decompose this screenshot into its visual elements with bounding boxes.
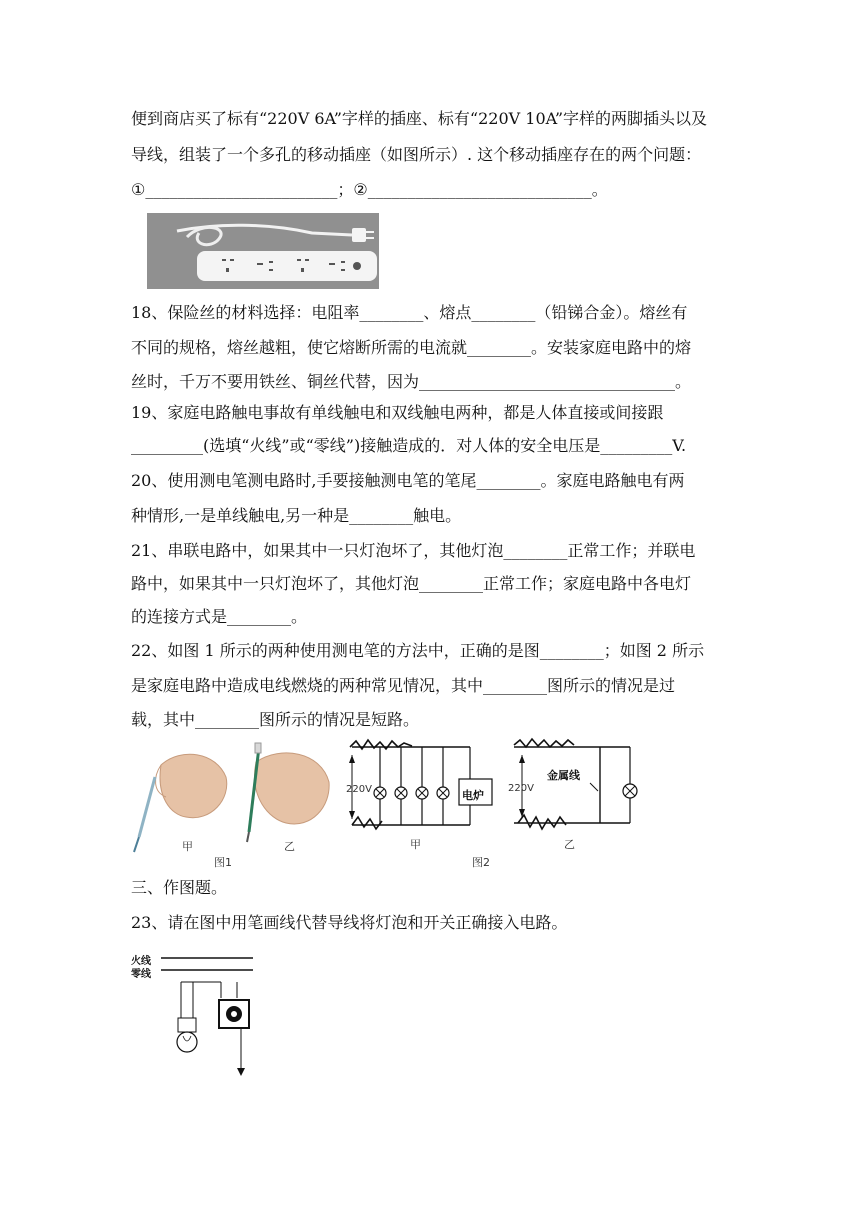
figure-caption: 图1 <box>214 856 232 869</box>
test-pen-figure <box>131 737 346 869</box>
voltage-label: 220V <box>346 784 372 795</box>
figure-label: 甲 <box>410 838 421 851</box>
figure-label: 乙 <box>564 838 575 851</box>
text-line: 20、使用测电笔测电路时,手要接触测电笔的笔尾________。家庭电路触电有两 <box>131 471 685 490</box>
text-line: 种情形,一是单线触电,另一种是________触电。 <box>131 506 462 525</box>
metal-wire-label: 金属线 <box>547 769 580 782</box>
power-strip-image <box>147 213 379 289</box>
text-line: 不同的规格，熔丝越粗，使它熔断所需的电流就________。安装家庭电路中的熔 <box>131 338 692 357</box>
text-line: 便到商店买了标有“220V 6A”字样的插座、标有“220V 10A”字样的两脚插头以及 <box>131 109 708 128</box>
text-line: 载，其中________图所示的情况是短路。 <box>131 710 420 729</box>
section-heading: 三、作图题。 <box>131 878 228 897</box>
figure-label: 甲 <box>182 840 193 853</box>
text-line: 19、家庭电路触电事故有单线触电和双线触电两种，都是人体直接或间接跟 <box>131 403 664 422</box>
stove-label: 电炉 <box>462 789 484 802</box>
live-wire-label: 火线 <box>131 956 151 967</box>
figure-label: 乙 <box>284 840 295 853</box>
text-line: _________(选填“火线”或“零线”)接触造成的．对人体的安全电压是_________V. <box>131 436 687 455</box>
text-line: 是家庭电路中造成电线燃烧的两种常见情况，其中________图所示的情况是过 <box>131 676 676 695</box>
text-line: 丝时，千万不要用铁丝、铜丝代替，因为________________________________。 <box>131 372 692 391</box>
neutral-wire-label: 零线 <box>131 969 151 980</box>
text-line: 的连接方式是________。 <box>131 607 308 626</box>
text-line: 路中，如果其中一只灯泡坏了，其他灯泡________正常工作；家庭电路中各电灯 <box>131 574 692 593</box>
text-line: 22、如图 1 所示的两种使用测电笔的方法中，正确的是图________；如图 2 所示 <box>131 641 705 660</box>
text-line: 21、串联电路中，如果其中一只灯泡坏了，其他灯泡________正常工作；并联电 <box>131 541 696 560</box>
figure-caption: 图2 <box>472 856 490 869</box>
voltage-label: 220V <box>508 783 534 794</box>
text-line: 导线，组装了一个多孔的移动插座（如图所示）. 这个移动插座存在的两个问题： <box>131 145 702 164</box>
text-line: 18、保险丝的材料选择：电阻率________、熔点________（铅锑合金）。熔丝有 <box>131 303 688 322</box>
text-line: ①________________________；②____________________________。 <box>131 180 608 199</box>
text-line: 23、请在图中用笔画线代替导线将灯泡和开关正确接入电路。 <box>131 913 568 932</box>
